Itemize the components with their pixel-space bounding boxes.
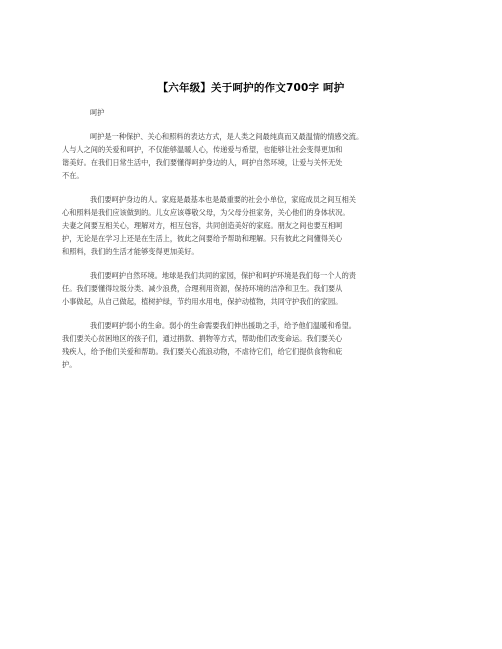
paragraph-line: 心和照料是我们应该做到的。儿女应该尊敬父母，为父母分担家务，关心他们的身体状况。 bbox=[62, 208, 350, 217]
paragraph-line: 残疾人，给予他们关爱和帮助。我们要关心流浪动物，不虐待它们，给它们提供食物和庇 bbox=[62, 347, 343, 356]
paragraph-line: 谐美好。在我们日常生活中，我们要懂得呵护身边的人，呵护自然环境，让爱与关怀无处 bbox=[62, 158, 343, 167]
paragraph-1 bbox=[62, 130, 440, 182]
paragraph-line: 我们要呵护身边的人。家庭是最基本也是最重要的社会小单位，家庭成员之间互相关 bbox=[90, 195, 356, 204]
paragraph-line: 我们要呵护弱小的生命。弱小的生命需要我们伸出援助之手，给予他们温暖和希望。 bbox=[90, 321, 356, 330]
paragraph-line: 夫妻之间要互相关心，理解对方，相互包容，共同创造美好的家庭。朋友之间也要互相呵 bbox=[62, 221, 343, 230]
paragraph-line: 和照料，我们的生活才能够变得更加美好。 bbox=[62, 247, 199, 256]
paragraph-line: 我们要关心贫困地区的孩子们，通过捐款、捐物等方式，帮助他们改变命运。我们要关心 bbox=[62, 334, 343, 343]
paragraph-line: 人与人之间的关爱和呵护，不仅能够温暖人心，传递爱与希望，也能够让社会变得更加和 bbox=[62, 145, 343, 154]
paragraph-line: 护，无论是在学习上还是在生活上，彼此之间要给予帮助和理解。只有彼此之间懂得关心 bbox=[62, 234, 343, 243]
paragraph-line: 任。我们要懂得垃圾分类、减少浪费，合理利用资源，保持环境的洁净和卫生。我们要从 bbox=[62, 284, 343, 293]
document-title: 【六年级】关于呵护的作文700字 呵护 bbox=[157, 82, 345, 94]
paragraph-line: 我们要呵护自然环境。地球是我们共同的家园，保护和呵护环境是我们每一个人的责 bbox=[90, 271, 356, 280]
paragraph-2 bbox=[62, 193, 440, 258]
paragraph-4 bbox=[62, 319, 440, 371]
paragraph-line: 护。 bbox=[62, 360, 77, 369]
paragraph-line: 不在。 bbox=[62, 171, 84, 180]
paragraph-3 bbox=[62, 269, 440, 308]
paragraph-line: 呵护是一种保护、关心和照料的表达方式，是人类之间最纯真而又最温情的情感交流。 bbox=[90, 132, 364, 141]
subheading: 呵护 bbox=[90, 108, 105, 117]
document-body bbox=[62, 106, 440, 382]
paragraph-line: 小事做起，从自己做起，植树护绿，节约用水用电，保护动植物，共同守护我们的家园。 bbox=[62, 297, 343, 306]
